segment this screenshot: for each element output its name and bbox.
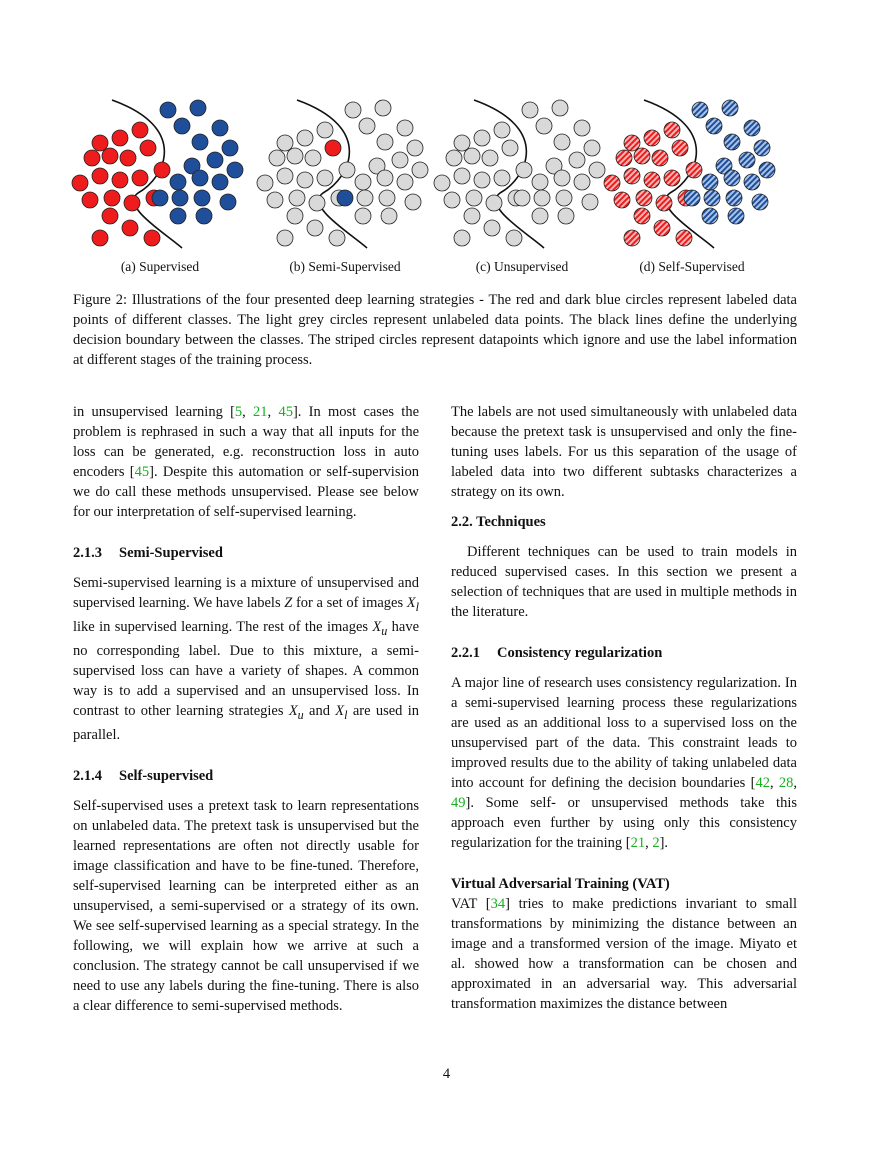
data-point-class-b xyxy=(392,152,408,168)
semi-supervised-paragraph: Semi-supervised learning is a mixture of unsupervised and supervised learning. We have labels Z for a set of images $X_l$ like in supervised learning. The rest of the images $X_u$ have no corresponding label. Due to this mixture, a semi-supervised loss can have a variety of shapes. A common way is to add a supervised and an unsupervised loss. In contrast to other learning strategies $X_u$ and $X_l$ are used in parallel. xyxy=(73,575,419,743)
data-point-class-a xyxy=(516,162,532,178)
panel-self-supervised xyxy=(602,98,782,280)
right-column xyxy=(451,402,797,1014)
data-point-class-a xyxy=(494,122,510,138)
data-point-class-b xyxy=(194,190,210,206)
data-point-class-b xyxy=(170,208,186,224)
data-point-class-a xyxy=(654,220,670,236)
citation-link[interactable]: 21 xyxy=(630,835,646,851)
data-point-class-b xyxy=(377,170,393,186)
data-point-class-a xyxy=(454,135,470,151)
data-point-class-a xyxy=(494,170,510,186)
data-point-class-b xyxy=(381,208,397,224)
data-point-class-b xyxy=(744,174,760,190)
data-point-class-b xyxy=(377,134,393,150)
data-point-class-a xyxy=(120,150,136,166)
intro-paragraph: in unsupervised learning [5, 21, 45]. In most cases the problem is rephrased in such a way that all inputs for the loss can be generated, e.g. reconstruction loss in auto encoders [45]. Despite this automation or self-supervision we do call these methods unsupervised. Please see below for our interpretation of self-supervised learning. xyxy=(73,404,420,520)
data-point-class-a xyxy=(267,192,283,208)
data-point-class-b xyxy=(702,208,718,224)
semi-supervised-scatter xyxy=(255,98,435,258)
data-point-class-a xyxy=(297,130,313,146)
data-point-class-b xyxy=(574,174,590,190)
data-point-class-a xyxy=(82,192,98,208)
data-point-class-b xyxy=(739,152,755,168)
data-point-class-a xyxy=(664,170,680,186)
data-point-class-a xyxy=(92,230,108,246)
data-point-class-a xyxy=(604,175,620,191)
subcaption-c: (c) Unsupervised xyxy=(475,259,569,274)
data-point-class-b xyxy=(744,120,760,136)
data-point-class-b xyxy=(345,102,361,118)
citation-link[interactable]: 21 xyxy=(253,404,268,420)
citation-link[interactable]: 5 xyxy=(234,404,243,420)
data-point-class-b xyxy=(726,190,742,206)
data-point-class-a xyxy=(277,168,293,184)
data-point-class-a xyxy=(269,150,285,166)
data-point-class-b xyxy=(220,194,236,210)
separation-paragraph: The labels are not used simultaneously with unlabeled data because the pretext task is unsupervised and only the fine-tuning uses labels. For us this separation of the usage of labeled data into two different subtasks characterizes a strategy on its own. xyxy=(451,404,797,500)
heading-vat: Virtual Adversarial Training (VAT) xyxy=(451,876,670,892)
data-point-class-a xyxy=(307,220,323,236)
citation-link[interactable]: 2 xyxy=(652,835,660,851)
data-point-class-a xyxy=(454,230,470,246)
data-point-class-a xyxy=(474,130,490,146)
data-point-class-a xyxy=(672,140,688,156)
data-point-class-b xyxy=(174,118,190,134)
data-point-class-a xyxy=(616,150,632,166)
data-point-class-a xyxy=(92,135,108,151)
citation-link[interactable]: 45 xyxy=(134,464,150,480)
data-point-class-b xyxy=(222,140,238,156)
citation-link[interactable]: 42 xyxy=(755,775,770,791)
data-point-class-a xyxy=(466,190,482,206)
data-point-class-b xyxy=(728,208,744,224)
data-point-class-a xyxy=(84,150,100,166)
citation-link[interactable]: 28 xyxy=(778,775,794,791)
data-point-class-a xyxy=(297,172,313,188)
data-point-class-a xyxy=(686,162,702,178)
panel-semi-supervised xyxy=(255,98,435,280)
data-point-class-a xyxy=(325,140,341,156)
citation-link[interactable]: 49 xyxy=(451,795,466,811)
data-point-class-a xyxy=(624,135,640,151)
data-point-class-b xyxy=(554,134,570,150)
data-point-class-b xyxy=(574,120,590,136)
data-point-class-b xyxy=(558,208,574,224)
citation-link[interactable]: 34 xyxy=(490,896,506,912)
data-point-class-a xyxy=(644,130,660,146)
data-point-class-b xyxy=(375,100,391,116)
data-point-class-b xyxy=(160,102,176,118)
data-point-class-a xyxy=(664,122,680,138)
data-point-class-a xyxy=(289,190,305,206)
data-point-class-a xyxy=(636,190,652,206)
data-point-class-b xyxy=(397,174,413,190)
data-point-class-b xyxy=(759,162,775,178)
data-point-class-a xyxy=(644,172,660,188)
left-column xyxy=(73,402,419,1016)
data-point-class-a xyxy=(132,122,148,138)
data-point-class-b xyxy=(192,170,208,186)
data-point-class-a xyxy=(309,195,325,211)
data-point-class-b xyxy=(355,208,371,224)
data-point-class-a xyxy=(287,208,303,224)
data-point-class-a xyxy=(464,148,480,164)
data-point-class-a xyxy=(624,230,640,246)
vat-paragraph: VAT [34] tries to make predictions invariant to small transformations by minimizing the distance between an image and a transformed version of the image. Miyato et al. showed how a transformation can be chosen and approximated in an adversarial way. This adversarial transformation maximizes the distance between xyxy=(451,896,797,1012)
data-point-class-a xyxy=(317,122,333,138)
data-point-class-b xyxy=(556,190,572,206)
supervised-scatter xyxy=(70,98,250,258)
data-point-class-a xyxy=(446,150,462,166)
data-point-class-a xyxy=(634,148,650,164)
panel-supervised xyxy=(70,98,250,280)
data-point-class-b xyxy=(554,170,570,186)
data-point-class-b xyxy=(569,152,585,168)
data-point-class-a xyxy=(656,195,672,211)
data-point-class-b xyxy=(692,102,708,118)
data-point-class-b xyxy=(582,194,598,210)
data-point-class-a xyxy=(102,148,118,164)
data-point-class-b xyxy=(724,170,740,186)
data-point-class-b xyxy=(379,190,395,206)
data-point-class-b xyxy=(412,162,428,178)
data-point-class-b xyxy=(337,190,353,206)
data-point-class-b xyxy=(357,190,373,206)
subcaption-a: (a) Supervised xyxy=(120,259,200,274)
data-point-class-b xyxy=(355,174,371,190)
heading-consistency-regularization: 2.2.1 Consistency regularization xyxy=(451,645,663,661)
data-point-class-a xyxy=(112,172,128,188)
heading-self-supervised: 2.1.4 Self-supervised xyxy=(73,767,214,784)
data-point-class-b xyxy=(724,134,740,150)
page-number: 4 xyxy=(442,1066,451,1082)
data-point-class-a xyxy=(502,140,518,156)
data-point-class-b xyxy=(722,100,738,116)
data-point-class-a xyxy=(317,170,333,186)
data-point-class-a xyxy=(122,220,138,236)
data-point-class-a xyxy=(464,208,480,224)
data-point-class-b xyxy=(684,190,700,206)
data-point-class-b xyxy=(514,190,530,206)
data-point-class-a xyxy=(112,130,128,146)
data-point-class-b xyxy=(359,118,375,134)
data-point-class-a xyxy=(484,220,500,236)
techniques-paragraph: Different techniques can be used to train models in reduced supervised cases. In this section we present a selection of techniques that are used in multiple methods in the literature. xyxy=(451,544,797,620)
data-point-class-a xyxy=(132,170,148,186)
data-point-class-a xyxy=(506,230,522,246)
data-point-class-b xyxy=(152,190,168,206)
citation-link[interactable]: 45 xyxy=(278,404,293,420)
data-point-class-a xyxy=(124,195,140,211)
data-point-class-a xyxy=(444,192,460,208)
unsupervised-scatter xyxy=(432,98,612,258)
self-supervised-paragraph: Self-supervised uses a pretext task to learn representations on unlabeled data. The pretext task is unsupervised but the learned representations are often not directly usable for image classification and have to be fine-tuned. Therefore, self-supervised learning can be interpreted either as an unsupervised, a semi-supervised or a strategy of its own. We see self-supervised learning as a special strategy. In the following, we will explain how we arrive at such a conclusion. The strategy cannot be call unsupervised if we need to use any labels during the fine-tuning. There is also a clear difference to semi-supervised methods. xyxy=(73,797,419,1014)
data-point-class-b xyxy=(704,190,720,206)
data-point-class-a xyxy=(277,135,293,151)
data-point-class-b xyxy=(552,100,568,116)
figure-2 xyxy=(70,98,830,280)
consistency-paragraph: A major line of research uses consistency regularization. In a semi-supervised learning process these regularizations are used as an additional loss to a supervised loss on the unsupervised part of the data. This constraint leads to improved results due to the ability of taking unlabeled data into account for defining the decision boundaries [42, 28, 49]. Some self- or unsupervised methods take this approach even further by using only this consistency regularization for the training [21, 2]. xyxy=(451,675,798,851)
heading-semi-supervised: 2.1.3 Semi-Supervised xyxy=(73,545,223,561)
heading-techniques: 2.2. Techniques xyxy=(451,514,546,530)
data-point-class-a xyxy=(434,175,450,191)
data-point-class-b xyxy=(752,194,768,210)
figure-caption: Figure 2: Illustrations of the four presented deep learning strategies - The red and dark blue circles represent labeled data points of different classes. The light grey circles represent unlabeled data points. The black lines define the underlying decision boundary between the classes. The striped circles represent datapoints which ignore and use the label information at different stages of the training process. xyxy=(73,292,797,368)
data-point-class-a xyxy=(339,162,355,178)
data-point-class-a xyxy=(624,168,640,184)
data-point-class-a xyxy=(92,168,108,184)
data-point-class-b xyxy=(584,140,600,156)
data-point-class-b xyxy=(534,190,550,206)
data-point-class-b xyxy=(192,134,208,150)
data-point-class-a xyxy=(287,148,303,164)
data-point-class-b xyxy=(522,102,538,118)
data-point-class-a xyxy=(154,162,170,178)
data-point-class-b xyxy=(407,140,423,156)
data-point-class-a xyxy=(486,195,502,211)
data-point-class-b xyxy=(706,118,722,134)
data-point-class-a xyxy=(614,192,630,208)
data-point-class-a xyxy=(305,150,321,166)
subcaption-b: (b) Semi-Supervised xyxy=(289,259,401,274)
data-point-class-a xyxy=(72,175,88,191)
data-point-class-a xyxy=(634,208,650,224)
data-point-class-a xyxy=(140,140,156,156)
data-point-class-a xyxy=(144,230,160,246)
data-point-class-b xyxy=(405,194,421,210)
data-point-class-a xyxy=(104,190,120,206)
data-point-class-b xyxy=(532,208,548,224)
data-point-class-a xyxy=(652,150,668,166)
data-point-class-a xyxy=(257,175,273,191)
data-point-class-b xyxy=(532,174,548,190)
data-point-class-a xyxy=(277,230,293,246)
self-supervised-scatter xyxy=(602,98,782,258)
subcaption-d: (d) Self-Supervised xyxy=(639,259,745,274)
data-point-class-b xyxy=(536,118,552,134)
panel-unsupervised xyxy=(432,98,612,280)
data-point-class-b xyxy=(172,190,188,206)
data-point-class-b xyxy=(754,140,770,156)
data-point-class-a xyxy=(454,168,470,184)
data-point-class-b xyxy=(212,174,228,190)
data-point-class-a xyxy=(329,230,345,246)
data-point-class-b xyxy=(207,152,223,168)
data-point-class-a xyxy=(474,172,490,188)
data-point-class-b xyxy=(212,120,228,136)
data-point-class-b xyxy=(702,174,718,190)
data-point-class-a xyxy=(102,208,118,224)
data-point-class-b xyxy=(196,208,212,224)
data-point-class-b xyxy=(227,162,243,178)
data-point-class-b xyxy=(397,120,413,136)
data-point-class-b xyxy=(170,174,186,190)
data-point-class-a xyxy=(482,150,498,166)
data-point-class-b xyxy=(190,100,206,116)
data-point-class-a xyxy=(676,230,692,246)
